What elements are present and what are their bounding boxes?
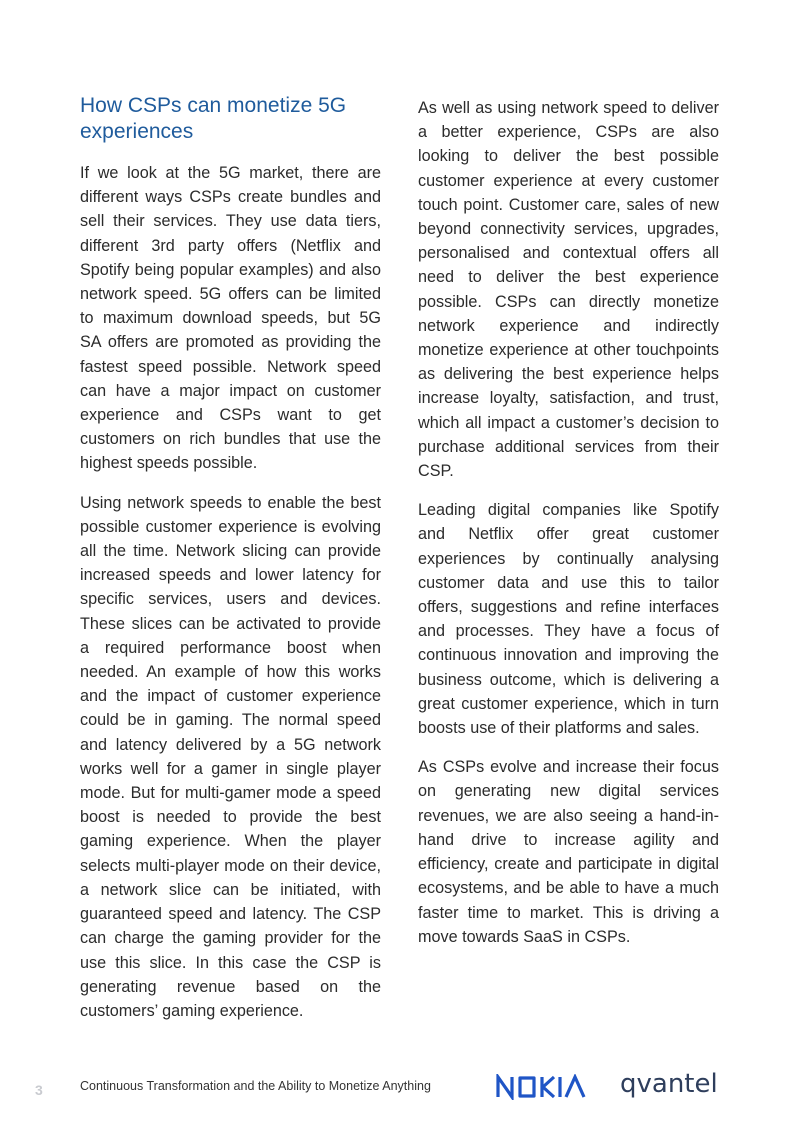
paragraph: As CSPs evolve and increase their focus on generating new digital services revenues, we are also seeing a hand-in-hand drive to increase agility and efficiency, create and participate in digital ecosystems, and be able to have a much faster time to market. This is driving a move towards SaaS in CSPs. — [418, 758, 719, 946]
section-heading: How CSPs can monetize 5G experiences — [80, 94, 347, 143]
qvantel-logo — [620, 1068, 720, 1108]
page-footer — [0, 1070, 800, 1110]
left-column — [80, 93, 381, 1038]
paragraph: If we look at the 5G market, there are different ways CSPs create bundles and sell their services. They use data tiers, different 3rd party offers (Netflix and Spotify being popular examples) and also network speed. 5G offers can be limited to maximum download speeds, but 5G SA offers are promoted as providing the fastest speed possible. Network speed can have a major impact on customer experience and CSPs want to get customers on rich bundles that use the highest speeds possible. — [80, 164, 381, 473]
nokia-logo — [496, 1074, 588, 1100]
right-column — [418, 96, 719, 964]
paragraph: As well as using network speed to deliver a better experience, CSPs are also looking to deliver the best possible customer experience at every customer touch point. Customer care, sales of new beyond connectivity services, upgrades, personalised and contextual offers all need to deliver the best experience possible. CSPs can directly monetize network experience and indirectly monetize experience at other touchpoints as delivering the best experience helps increase loyalty, satisfaction, and trust, which all impact a customer’s decision to purchase additional services from their CSP. — [418, 99, 719, 481]
paragraph: Using network speeds to enable the best possible customer experience is evolving all the time. Network slicing can provide increased speeds and lower latency for specific services, users and devices. These slices can be activated to provide a required performance boost when needed. An example of how this works and the impact of customer experience could be in gaming. The normal speed and latency delivered by a 5G network works well for a gamer in single player mode. But for multi-gamer mode a speed boost is needed to provide the best gaming experience. When the player selects multi-player mode on their device, a network slice can be initiated, with guaranteed speed and latency. The CSP can charge the gaming provider for the use this slice. In this case the CSP is generating revenue based on the customers’ gaming experience. — [80, 493, 381, 1020]
paragraph: Leading digital companies like Spotify and Netflix offer great customer experiences by continually analysing customer data and use this to tailor offers, suggestions and refine interfaces and processes. They have a focus of continuous innovation and improving the business outcome, which is delivering a great customer experience, which in turn boosts use of their platforms and sales. — [418, 501, 719, 738]
qvantel-logo-text: qvantel — [620, 1069, 718, 1099]
page-number: 3 — [35, 1082, 43, 1098]
footer-title: Continuous Transformation and the Ability to Monetize Anything — [80, 1079, 431, 1093]
